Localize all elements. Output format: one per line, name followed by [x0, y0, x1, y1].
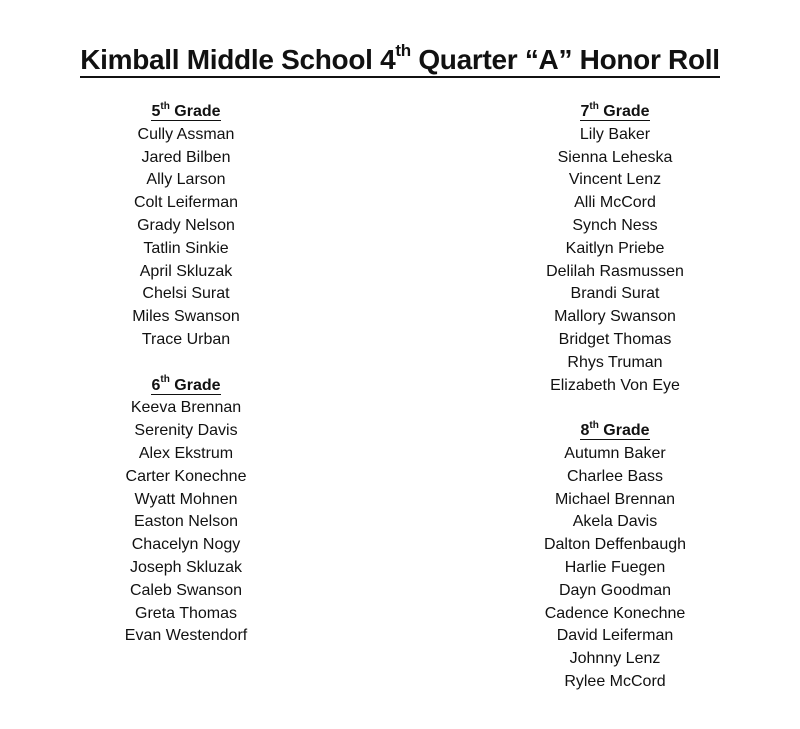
student-name: Bridget Thomas: [558, 330, 672, 348]
grade-label: Grade: [598, 103, 650, 120]
student-name: Lily Baker: [579, 125, 651, 143]
student-name: Jared Bilben: [141, 148, 231, 166]
grade-label: Grade: [169, 376, 221, 394]
student-name: Miles Swanson: [132, 308, 240, 326]
grade-heading-text: [580, 419, 650, 440]
student-name: Autumn Baker: [564, 444, 666, 462]
student-name: April Skluzak: [139, 262, 233, 280]
student-name: Kaitlyn Priebe: [565, 239, 665, 257]
student-name: Delilah Rasmussen: [546, 262, 684, 280]
student-name: Serenity Davis: [134, 422, 238, 440]
student-name: Carter Konechne: [125, 467, 247, 485]
student-name: Joseph Skluzak: [129, 558, 243, 576]
grade-number: 7: [580, 103, 590, 120]
title-prefix: Kimball Middle School 4: [80, 44, 396, 75]
grade-6-section: [86, 375, 286, 649]
title-superscript: th: [395, 40, 411, 60]
grade-number: 8: [580, 422, 590, 440]
student-name: Rylee McCord: [564, 672, 666, 690]
grade-label: Grade: [598, 422, 650, 440]
student-name: Synch Ness: [572, 216, 658, 234]
student-name: Trace Urban: [141, 330, 231, 348]
student-name: David Leiferman: [556, 627, 674, 645]
student-name: Harlie Fuegen: [564, 558, 666, 576]
student-name: Dalton Deffenbaugh: [543, 536, 687, 554]
grade-number: 5: [151, 103, 161, 120]
student-name: Chelsi Surat: [142, 285, 230, 303]
student-name: Akela Davis: [572, 513, 658, 531]
student-name: Grady Nelson: [137, 216, 235, 234]
student-name: Rhys Truman: [567, 353, 663, 371]
grade-5-section: [86, 101, 286, 352]
student-name: Sienna Leheska: [557, 148, 673, 166]
student-name: Cully Assman: [137, 125, 235, 143]
student-name: Ally Larson: [146, 171, 226, 189]
student-name: Elizabeth Von Eye: [550, 376, 680, 394]
left-column: [86, 101, 286, 648]
student-name: Chacelyn Nogy: [131, 536, 241, 554]
grade-superscript: th: [589, 100, 599, 112]
student-name: Tatlin Sinkie: [143, 239, 229, 257]
student-name: Evan Westendorf: [124, 627, 248, 645]
student-name: Greta Thomas: [135, 604, 237, 622]
grade-heading: [86, 101, 286, 124]
grade-heading-text: [580, 100, 650, 121]
grade-superscript: th: [160, 374, 170, 386]
student-name: Michael Brennan: [554, 490, 676, 508]
student-name: Alex Ekstrum: [138, 444, 234, 462]
student-name: Cadence Konechne: [544, 604, 686, 622]
page-title: [0, 40, 800, 80]
grade-heading: [515, 101, 715, 124]
student-name: Dayn Goodman: [558, 581, 672, 599]
student-name: Easton Nelson: [133, 513, 239, 531]
student-name: Brandi Surat: [570, 285, 660, 303]
grade-8-section: [515, 420, 715, 694]
student-name: Charlee Bass: [566, 467, 664, 485]
grade-number: 6: [151, 376, 161, 394]
grade-heading-text: [151, 100, 221, 121]
student-name: Mallory Swanson: [554, 308, 676, 326]
student-name: Caleb Swanson: [129, 581, 243, 599]
student-name: Alli McCord: [574, 194, 656, 212]
student-name: Johnny Lenz: [569, 650, 661, 668]
student-name: Keeva Brennan: [130, 399, 242, 417]
page-title-text: [80, 40, 720, 78]
grade-label: Grade: [169, 103, 221, 120]
title-suffix: Quarter “A” Honor Roll: [410, 44, 720, 75]
grade-superscript: th: [589, 419, 599, 431]
grade-superscript: th: [160, 100, 170, 112]
student-name: Colt Leiferman: [133, 194, 239, 212]
grade-7-section: [515, 101, 715, 397]
student-name: Vincent Lenz: [568, 171, 662, 189]
grade-heading: [86, 375, 286, 398]
grade-heading: [515, 420, 715, 443]
right-column: [515, 101, 715, 694]
grade-heading-text: [151, 374, 221, 395]
student-name: Wyatt Mohnen: [134, 490, 238, 508]
